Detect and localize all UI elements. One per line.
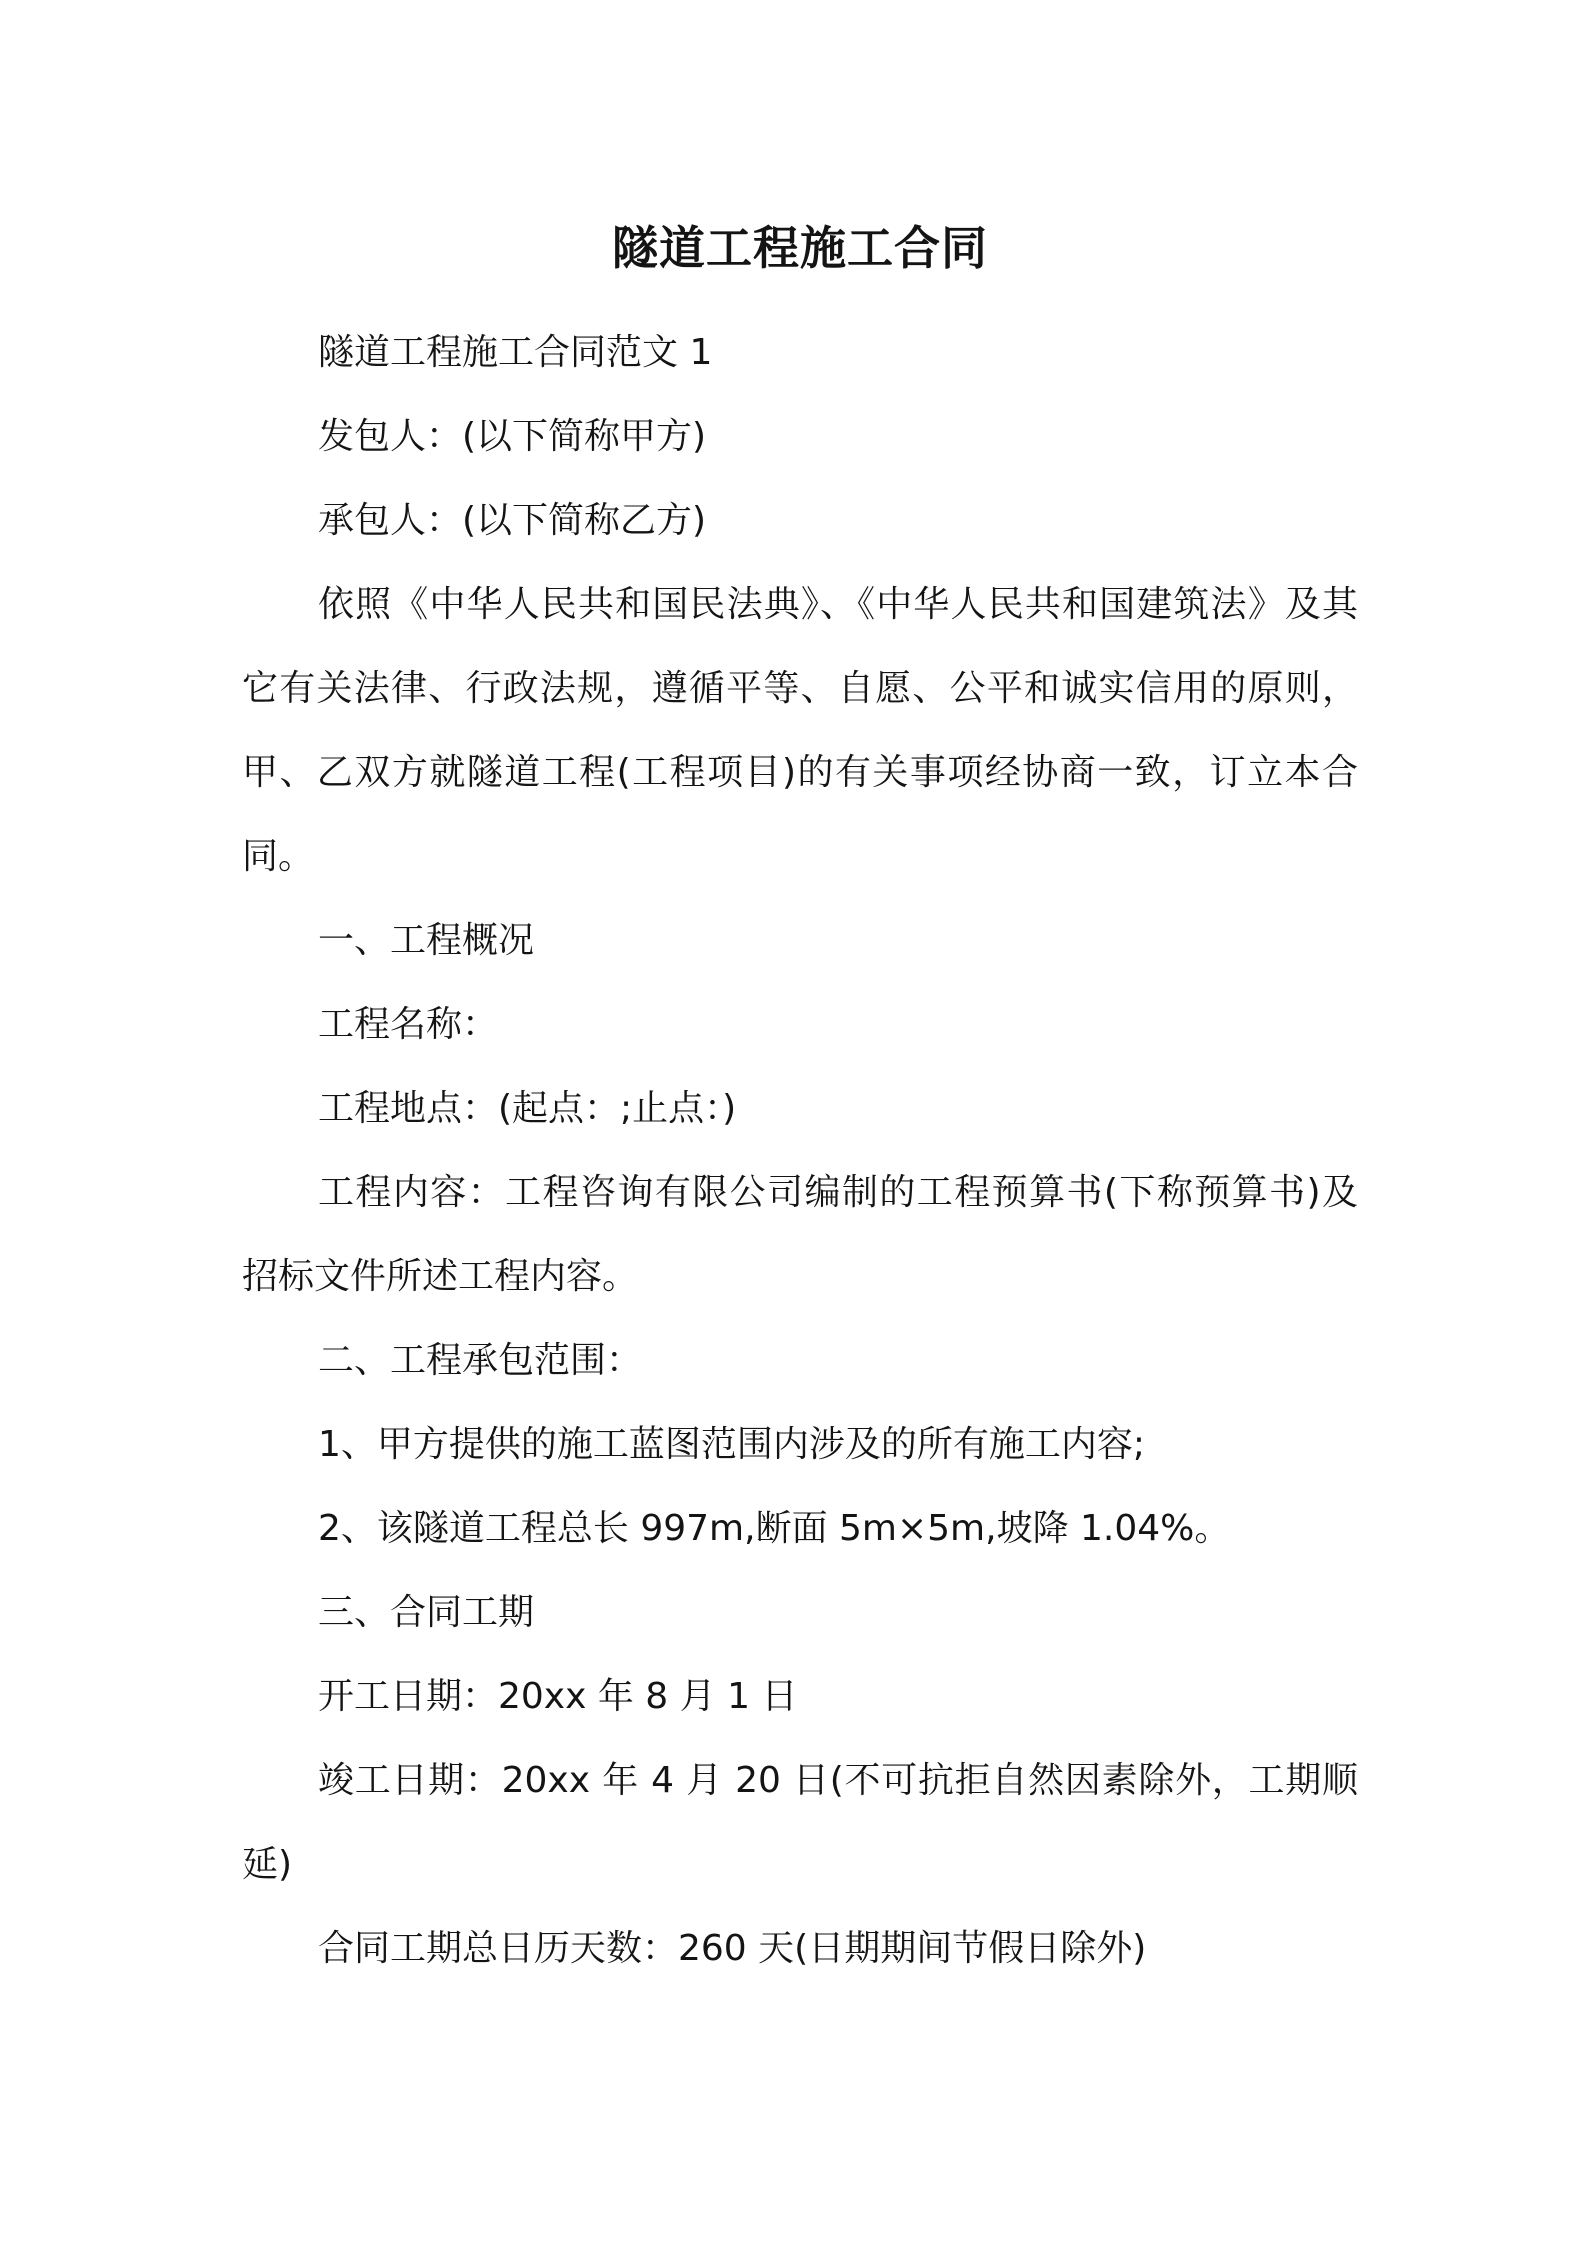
paragraph-line: 工程名称： (318, 1004, 499, 1045)
paragraph-line: 竣工日期：20xx 年 4 月 20 日(不可抗拒自然因素除外，工期顺 (318, 1760, 1358, 1801)
paragraph-project-content (242, 1151, 1358, 1319)
section-heading (242, 899, 1358, 983)
paragraph-line: 延) (242, 1844, 293, 1885)
paragraph-project-location (242, 1067, 1358, 1151)
paragraph-line: 2、该隧道工程总长 997m,断面 5m×5m,坡降 1.04%。 (318, 1508, 1231, 1549)
document-body (242, 311, 1358, 1991)
section-heading (242, 1319, 1358, 1403)
paragraph-line: 合同工期总日历天数：260 天(日期期间节假日除外) (318, 1928, 1147, 1969)
paragraph-contractor (242, 479, 1358, 563)
paragraph-line: 承包人：(以下简称乙方) (318, 500, 707, 541)
paragraph-employer (242, 395, 1358, 479)
paragraph-completion-date (242, 1739, 1358, 1907)
paragraph-scope-item-2 (242, 1487, 1358, 1571)
paragraph-preamble (242, 563, 1358, 899)
paragraph-line: 一、工程概况 (318, 920, 535, 961)
document-title: 隧道工程施工合同 (612, 221, 988, 275)
paragraph-line: 隧道工程施工合同范文 1 (318, 332, 713, 373)
paragraph-line: 1、甲方提供的施工蓝图范围内涉及的所有施工内容; (318, 1424, 1146, 1465)
paragraph-line: 发包人：(以下简称甲方) (318, 416, 707, 457)
paragraph-subtitle (242, 311, 1358, 395)
paragraph-line: 工程内容：工程咨询有限公司编制的工程预算书(下称预算书)及 (318, 1172, 1358, 1213)
paragraph-line: 同。 (242, 836, 315, 877)
paragraph-scope-item-1 (242, 1403, 1358, 1487)
paragraph-start-date (242, 1655, 1358, 1739)
paragraph-line: 它有关法律、行政法规，遵循平等、自愿、公平和诚实信用的原则， (242, 668, 1358, 709)
paragraph-project-name (242, 983, 1358, 1067)
paragraph-line: 依照《中华人民共和国民法典》、《中华人民共和国建筑法》及其 (318, 584, 1358, 625)
paragraph-line: 招标文件所述工程内容。 (242, 1256, 639, 1297)
paragraph-line: 开工日期：20xx 年 8 月 1 日 (318, 1676, 798, 1717)
paragraph-line: 甲、乙双方就隧道工程(工程项目)的有关事项经协商一致，订立本合 (242, 752, 1358, 793)
paragraph-line: 三、合同工期 (318, 1592, 535, 1633)
paragraph-line: 二、工程承包范围： (318, 1340, 643, 1381)
paragraph-total-days (242, 1907, 1358, 1991)
paragraph-line: 工程地点：(起点：;止点：) (318, 1088, 737, 1129)
section-heading (242, 1571, 1358, 1655)
